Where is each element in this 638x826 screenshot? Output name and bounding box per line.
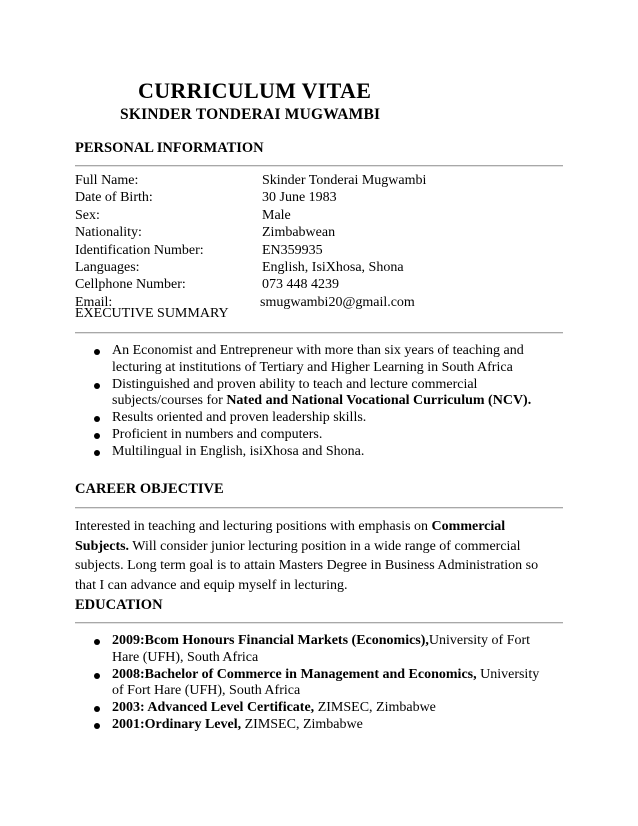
education-heading: EDUCATION	[75, 597, 163, 613]
candidate-name: SKINDER TONDERAI MUGWAMBI	[120, 106, 381, 123]
education-text: University of Fort	[428, 633, 531, 648]
info-label: Sex:	[75, 207, 100, 223]
info-value: Male	[262, 207, 291, 223]
bullet-text: Distinguished and proven ability to teach and lecture commercial	[112, 376, 478, 392]
education-text: ZIMSEC, Zimbabwe	[314, 700, 436, 716]
list-item	[91, 343, 563, 377]
info-value: 073 448 4239	[262, 277, 339, 293]
info-value: English, IsiXhosa, Shona	[262, 259, 404, 275]
career-text: that I can advance and equip myself in lecturing.	[75, 577, 348, 593]
bullet-text: Results oriented and proven leadership skills.	[112, 410, 367, 426]
education-text: University	[476, 666, 540, 682]
list-item	[91, 633, 563, 667]
list-item	[91, 427, 563, 444]
section-divider	[75, 507, 563, 509]
career-bold-text: Subjects.	[75, 538, 130, 554]
bullet-icon	[94, 639, 100, 645]
info-value: Zimbabwean	[262, 225, 336, 241]
bullet-text: subjects/courses for	[112, 393, 227, 409]
career-text: Will consider junior lecturing position in a wide range of commercial	[129, 538, 521, 554]
personal-info-heading: PERSONAL INFORMATION	[75, 140, 264, 156]
education-text: of Fort Hare (UFH), South Africa	[112, 683, 301, 699]
education-bold-text: 2001:Ordinary Level,	[112, 716, 242, 732]
career-bold-text: Commercial	[431, 519, 506, 534]
bullet-icon	[94, 450, 100, 456]
education-text: ZIMSEC, Zimbabwe	[241, 716, 363, 732]
bullet-icon	[94, 723, 100, 729]
bullet-icon	[94, 706, 100, 712]
executive-summary-heading: EXECUTIVE SUMMARY	[75, 306, 229, 321]
info-label: Date of Birth:	[75, 190, 153, 206]
info-value: 30 June 1983	[262, 190, 337, 206]
education-text: Hare (UFH), South Africa	[112, 649, 259, 665]
career-text: subjects. Long term goal is to attain Masters Degree in Business Administration so	[75, 558, 539, 573]
list-item	[91, 444, 563, 461]
bullet-text: Proficient in numbers and computers.	[112, 426, 323, 442]
email-value: smugwambi20@gmail.com	[260, 294, 415, 310]
document-title: CURRICULUM VITAE	[138, 78, 372, 103]
bullet-text: Multilingual in English, isiXhosa and Shona.	[112, 443, 365, 459]
bullet-icon	[94, 349, 100, 355]
bullet-text: An Economist and Entrepreneur with more than six years of teaching and	[112, 343, 524, 358]
list-item	[91, 377, 563, 411]
info-label: Email:	[75, 294, 113, 310]
career-objective-text	[75, 517, 565, 595]
section-divider	[75, 622, 563, 624]
career-text: Interested in teaching and lecturing positions with emphasis on	[75, 519, 432, 534]
executive-summary-list	[91, 343, 563, 461]
info-label: Nationality:	[75, 225, 142, 241]
info-label: Languages:	[75, 259, 140, 275]
education-bold-text: 2008:Bachelor of Commerce in Management and Economics,	[112, 666, 477, 682]
bullet-bold-text: Nated and National Vocational Curriculum (NCV).	[226, 393, 532, 409]
bullet-text: lecturing at institutions of Tertiary and Higher Learning in South Africa	[112, 359, 513, 375]
info-label: Cellphone Number:	[75, 277, 186, 293]
bullet-icon	[94, 673, 100, 679]
info-label: Identification Number:	[75, 242, 204, 258]
section-divider	[75, 332, 563, 334]
education-bold-text: 2003: Advanced Level Certificate,	[112, 700, 315, 716]
career-objective-heading: CAREER OBJECTIVE	[75, 481, 224, 497]
education-list	[91, 633, 563, 734]
bullet-icon	[94, 433, 100, 439]
bullet-icon	[94, 416, 100, 422]
list-item	[91, 667, 563, 701]
info-value: Skinder Tonderai Mugwambi	[262, 173, 427, 188]
info-label: Full Name:	[75, 173, 139, 188]
list-item	[91, 700, 563, 717]
education-bold-text: 2009:Bcom Honours Financial Markets (Economics),	[112, 633, 429, 648]
info-value: EN359935	[262, 242, 323, 258]
list-item	[91, 410, 563, 427]
section-divider	[75, 165, 563, 167]
list-item	[91, 717, 563, 734]
bullet-icon	[94, 383, 100, 389]
